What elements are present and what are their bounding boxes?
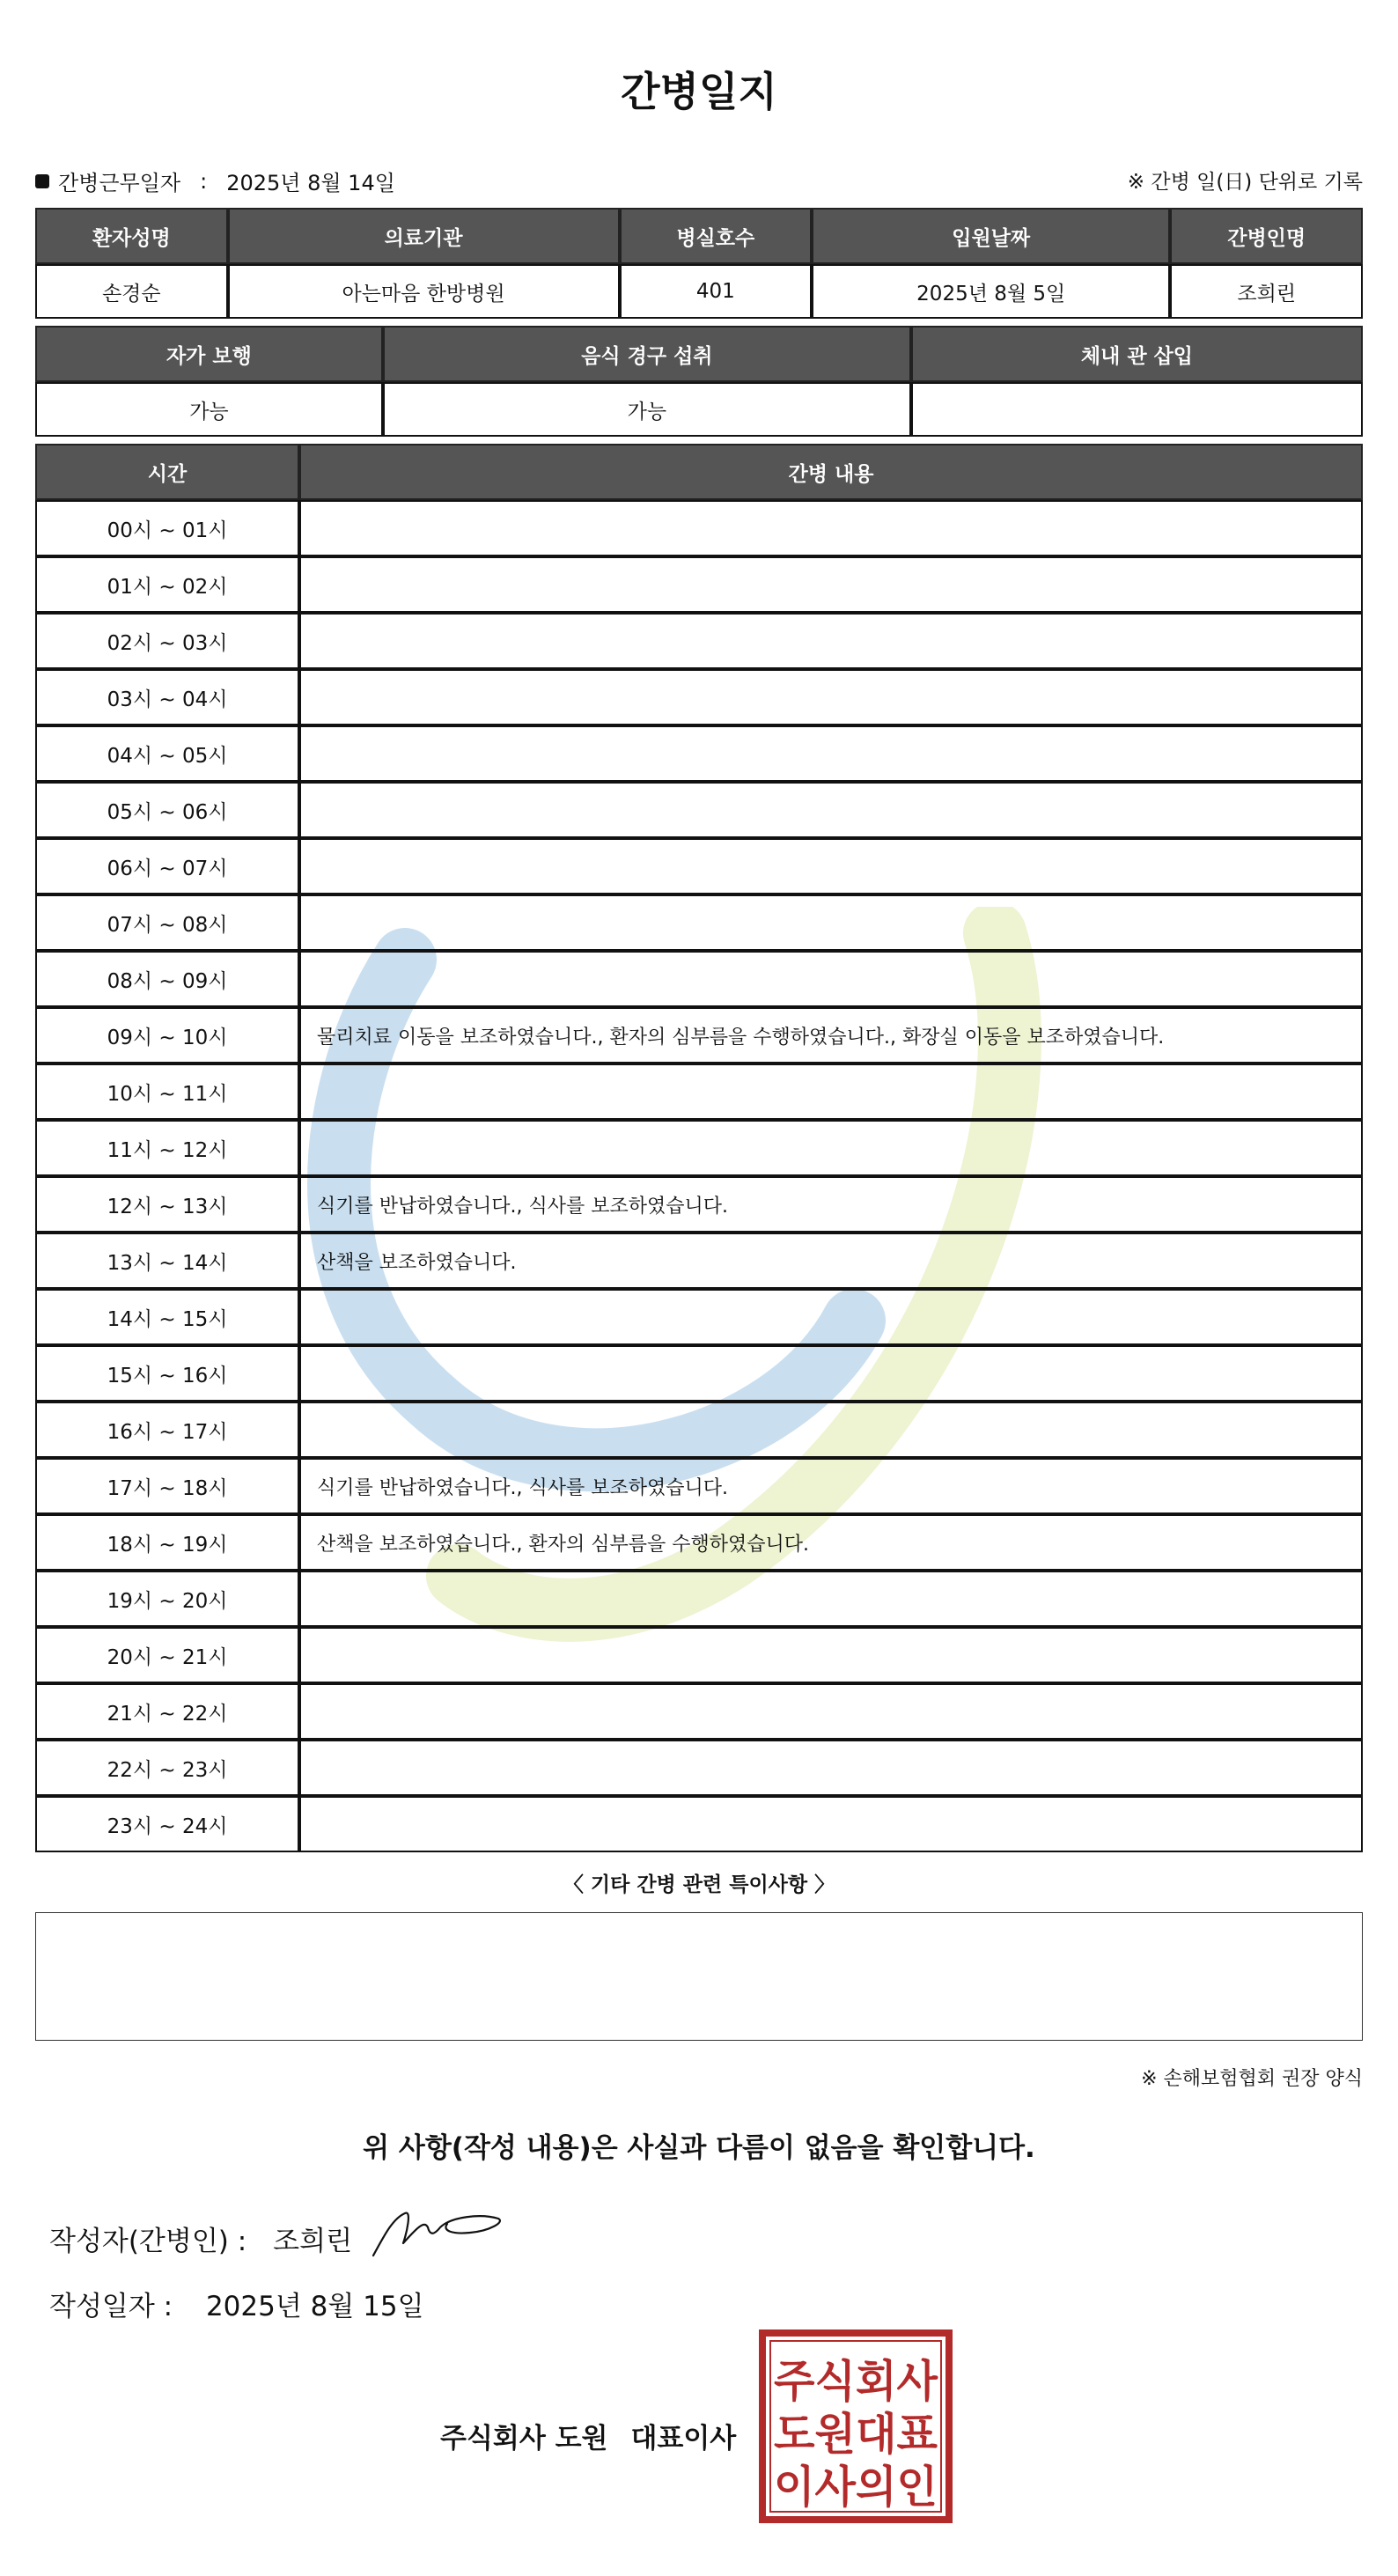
log-content	[299, 838, 1363, 894]
table-row	[35, 1796, 1363, 1852]
care-log-table	[35, 444, 1363, 1852]
header-care-content: 간병 내용	[299, 444, 1363, 500]
log-content: 산책을 보조하였습니다., 환자의 심부름을 수행하였습니다.	[299, 1514, 1363, 1571]
log-content	[299, 556, 1363, 613]
log-content	[299, 1120, 1363, 1176]
header-oral-intake: 음식 경구 섭취	[383, 326, 911, 382]
log-time: 23시 ~ 24시	[35, 1796, 299, 1852]
header-tube-insertion: 체내 관 삽입	[911, 326, 1363, 382]
header-patient-name: 환자성명	[35, 208, 228, 264]
table-row	[35, 951, 1363, 1007]
bullet-square-icon	[35, 174, 49, 188]
log-time: 08시 ~ 09시	[35, 951, 299, 1007]
header-room: 병실호수	[620, 208, 813, 264]
patient-value-row	[35, 264, 1363, 319]
oral-intake-value: 가능	[383, 382, 911, 437]
seal-line-1: 주식회사	[774, 2356, 938, 2407]
record-note: ※ 간병 일(日) 단위로 기록	[1127, 171, 1363, 194]
log-content	[299, 782, 1363, 838]
log-time: 12시 ~ 13시	[35, 1176, 299, 1233]
room-number: 401	[620, 264, 813, 319]
table-row	[35, 1064, 1363, 1120]
log-time: 05시 ~ 06시	[35, 782, 299, 838]
table-row	[35, 1740, 1363, 1796]
caregiver-name: 조희린	[1170, 264, 1363, 319]
work-date-line	[35, 166, 395, 196]
company-line	[440, 2416, 736, 2455]
written-date-label: 작성일자 :	[49, 2291, 173, 2322]
log-time: 21시 ~ 22시	[35, 1683, 299, 1740]
log-time: 06시 ~ 07시	[35, 838, 299, 894]
log-content	[299, 1627, 1363, 1683]
table-row	[35, 1571, 1363, 1627]
table-row	[35, 782, 1363, 838]
log-time: 04시 ~ 05시	[35, 725, 299, 782]
log-time: 14시 ~ 15시	[35, 1289, 299, 1345]
log-time: 03시 ~ 04시	[35, 669, 299, 725]
log-time: 13시 ~ 14시	[35, 1233, 299, 1289]
log-time: 20시 ~ 21시	[35, 1627, 299, 1683]
log-content	[299, 1289, 1363, 1345]
log-content	[299, 894, 1363, 951]
header-hospital: 의료기관	[228, 208, 620, 264]
log-content: 식기를 반납하였습니다., 식사를 보조하였습니다.	[299, 1176, 1363, 1233]
work-date-colon: :	[200, 168, 208, 194]
table-row	[35, 1120, 1363, 1176]
company-seal	[759, 2329, 953, 2523]
writer-line	[49, 2219, 352, 2258]
patient-header-row	[35, 208, 1363, 264]
seal-line-2: 도원대표	[774, 2409, 938, 2460]
table-row	[35, 613, 1363, 669]
log-content	[299, 1740, 1363, 1796]
log-time: 00시 ~ 01시	[35, 500, 299, 556]
header-admission-date: 입원날짜	[812, 208, 1170, 264]
tube-insertion-value	[911, 382, 1363, 437]
header-caregiver: 간병인명	[1170, 208, 1363, 264]
log-time: 15시 ~ 16시	[35, 1345, 299, 1402]
status-header-row	[35, 326, 1363, 382]
patient-name: 손경순	[35, 264, 228, 319]
table-row	[35, 725, 1363, 782]
log-content	[299, 951, 1363, 1007]
log-time: 22시 ~ 23시	[35, 1740, 299, 1796]
page-title: 간병일지	[621, 68, 777, 115]
table-row	[35, 1007, 1363, 1064]
table-row	[35, 1627, 1363, 1683]
log-time: 16시 ~ 17시	[35, 1402, 299, 1458]
writer-label: 작성자(간병인) :	[49, 2226, 247, 2257]
table-row	[35, 1514, 1363, 1571]
ceo-title: 대표이사	[630, 2423, 737, 2455]
notes-box	[35, 1912, 1363, 2041]
table-row	[35, 894, 1363, 951]
log-header-row	[35, 444, 1363, 500]
log-time: 07시 ~ 08시	[35, 894, 299, 951]
log-content: 물리치료 이동을 보조하였습니다., 환자의 심부름을 수행하였습니다., 화장실 이동을 보조하였습니다.	[299, 1007, 1363, 1064]
log-content	[299, 1796, 1363, 1852]
log-time: 18시 ~ 19시	[35, 1514, 299, 1571]
form-note: ※ 손해보험협회 권장 양식	[1141, 2068, 1363, 2090]
table-row	[35, 1458, 1363, 1514]
patient-status-table	[35, 326, 1363, 437]
table-row	[35, 1176, 1363, 1233]
work-date-value: 2025년 8월 14일	[226, 171, 395, 195]
log-content	[299, 1571, 1363, 1627]
log-content: 산책을 보조하였습니다.	[299, 1233, 1363, 1289]
log-content	[299, 1402, 1363, 1458]
table-row	[35, 1233, 1363, 1289]
table-row	[35, 669, 1363, 725]
hospital-name: 아는마음 한방병원	[228, 264, 620, 319]
table-row	[35, 1683, 1363, 1740]
log-content	[299, 1345, 1363, 1402]
notes-title: 〈 기타 간병 관련 특이사항 〉	[563, 1873, 835, 1896]
seal-line-3: 이사의인	[774, 2462, 938, 2513]
table-row	[35, 1345, 1363, 1402]
table-row	[35, 1402, 1363, 1458]
signature-icon	[366, 2201, 507, 2263]
writer-name: 조희린	[273, 2226, 353, 2257]
log-time: 10시 ~ 11시	[35, 1064, 299, 1120]
self-walking-value: 가능	[35, 382, 383, 437]
log-content	[299, 725, 1363, 782]
confirmation-text: 위 사항(작성 내용)은 사실과 다름이 없음을 확인합니다.	[363, 2132, 1035, 2164]
log-time: 19시 ~ 20시	[35, 1571, 299, 1627]
log-time: 17시 ~ 18시	[35, 1458, 299, 1514]
work-date-label: 간병근무일자	[58, 171, 181, 195]
admission-date: 2025년 8월 5일	[812, 264, 1170, 319]
company-name: 주식회사 도원	[440, 2423, 608, 2455]
log-time: 09시 ~ 10시	[35, 1007, 299, 1064]
log-content	[299, 669, 1363, 725]
header-self-walking: 자가 보행	[35, 326, 383, 382]
log-content: 식기를 반납하였습니다., 식사를 보조하였습니다.	[299, 1458, 1363, 1514]
patient-info-table	[35, 208, 1363, 319]
log-content	[299, 1683, 1363, 1740]
log-content	[299, 613, 1363, 669]
log-content	[299, 500, 1363, 556]
log-time: 02시 ~ 03시	[35, 613, 299, 669]
log-time: 01시 ~ 02시	[35, 556, 299, 613]
status-value-row	[35, 382, 1363, 437]
header-time: 시간	[35, 444, 299, 500]
written-date-value: 2025년 8월 15일	[205, 2291, 424, 2322]
table-row	[35, 500, 1363, 556]
written-date-line	[49, 2284, 424, 2323]
table-row	[35, 838, 1363, 894]
log-body	[35, 500, 1363, 1852]
log-content	[299, 1064, 1363, 1120]
log-time: 11시 ~ 12시	[35, 1120, 299, 1176]
table-row	[35, 1289, 1363, 1345]
table-row	[35, 556, 1363, 613]
